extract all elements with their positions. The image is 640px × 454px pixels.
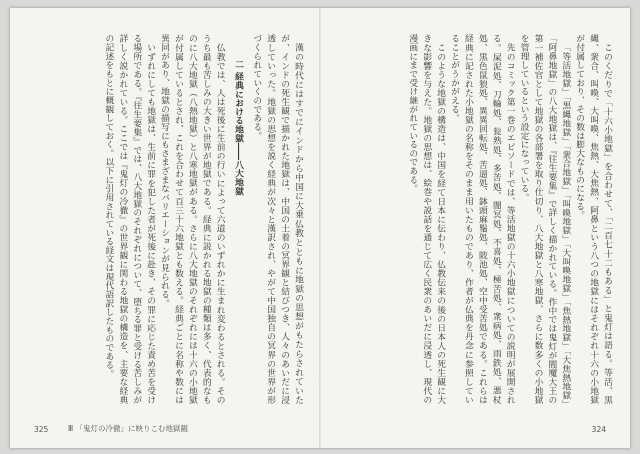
page-number: 325 [34,425,49,434]
left-page-text [28,34,304,404]
right-page-text [339,34,613,404]
paragraph: このような地獄の構造は、中国を経て日本に伝わり、仏教伝来の後の日本人の死生観に大きな影響を与えた。地獄の思想は、絵巻や説話を通じて広く民衆のあいだに浸透し、現代の漫画にまで受け継がれているのである。 [407,34,446,404]
right-page [321,8,630,448]
paragraph: 「等活地獄」「黒縄地獄」「衆合地獄」「叫喚地獄」「大叫喚地獄」「焦熱地獄」「大焦熱地獄」「阿鼻地獄」の八大地獄は、『往生要集』で詳しく描かれている。作中では鬼灯が閻魔大王の第一補佐官として地獄の各部署を取り仕切り、八大地獄と八寒地獄、さらに数多くの小地獄を管理しているという設定になっている。 [518,34,571,404]
paragraph: 仏教では、人は死後に生前の行いによって六道のいずれかに生まれ変わるとされる。そのうち最も苦しみの大きい世界が地獄である。経典に説かれる地獄の種類は多く、代表的なものに八大地獄（八熱地獄）と八寒地獄がある。さらに八大地獄のそれぞれには十六の小地獄が付属しているとされ、これを合わせて百三十六地獄とも数える。経典ごとに名称や数には異同があり、地獄の描写にもさまざまなバリエーションが見られる。 [159,34,225,404]
paragraph: 漢の時代にはすでにインドから中国に大乗仏教とともに地獄の思想がもたらされていたが、インドの死生観で描かれた地獄は、中国の土着の冥界観と結びつき、人々のあいだに浸透していった。地獄の思想を説く経典が次々と漢訳され、やがて中国独自の冥界の世界が形づくられていくのである。 [251,34,303,404]
paragraph: いずれにしても地獄は、生前に罪を犯した者が死後に赴き、その罪に応じた責め苦を受ける場所である。『往生要集』では、八大地獄のそれぞれについて、堕ちる罪と受ける苦しみが詳しく説かれている。ここでは『鬼灯の冷徹』の世界観に関わる地獄の構造を、主要な経典の記述をもとに概観しておく。以下に引用されている経文は現代語訳したものである。 [103,34,156,404]
paragraph: 先のコミック第一巻のエピソードでは、等活地獄の十六小地獄についての説明が展開される。屎泥処、刀輪処、瓮熟処、多苦処、闇冥処、不喜処、極苦処、衆病処、雨鉄処、悪杖処、黒色鼠狼処、異異回転処、苦逼処、鉢頭麻鬚処、陂池処、空中受苦処である。これらは経典に記された小地獄の名称をそのまま用いたものであり、作者が仏典を丹念に参照していることがうかがえる。 [449,34,515,404]
book-spread [10,8,630,448]
page-number: 324 [591,425,606,434]
paragraph: このくだりで「十六小地獄」を合わせて、「二百七十二もある」と鬼灯は語る。等活、黒縄、衆合、叫喚、大叫喚、焦熱、大焦熱、阿鼻という八つの地獄にはそれぞれ十六の小地獄が付属しており、その数は膨大なものになる。 [574,34,612,404]
section-heading: 二 経典における地獄――八大地獄 [232,60,243,196]
left-page [10,8,319,448]
running-head: Ⅲ 「鬼灯の冷徹」に映りこむ地獄観 [68,424,189,433]
